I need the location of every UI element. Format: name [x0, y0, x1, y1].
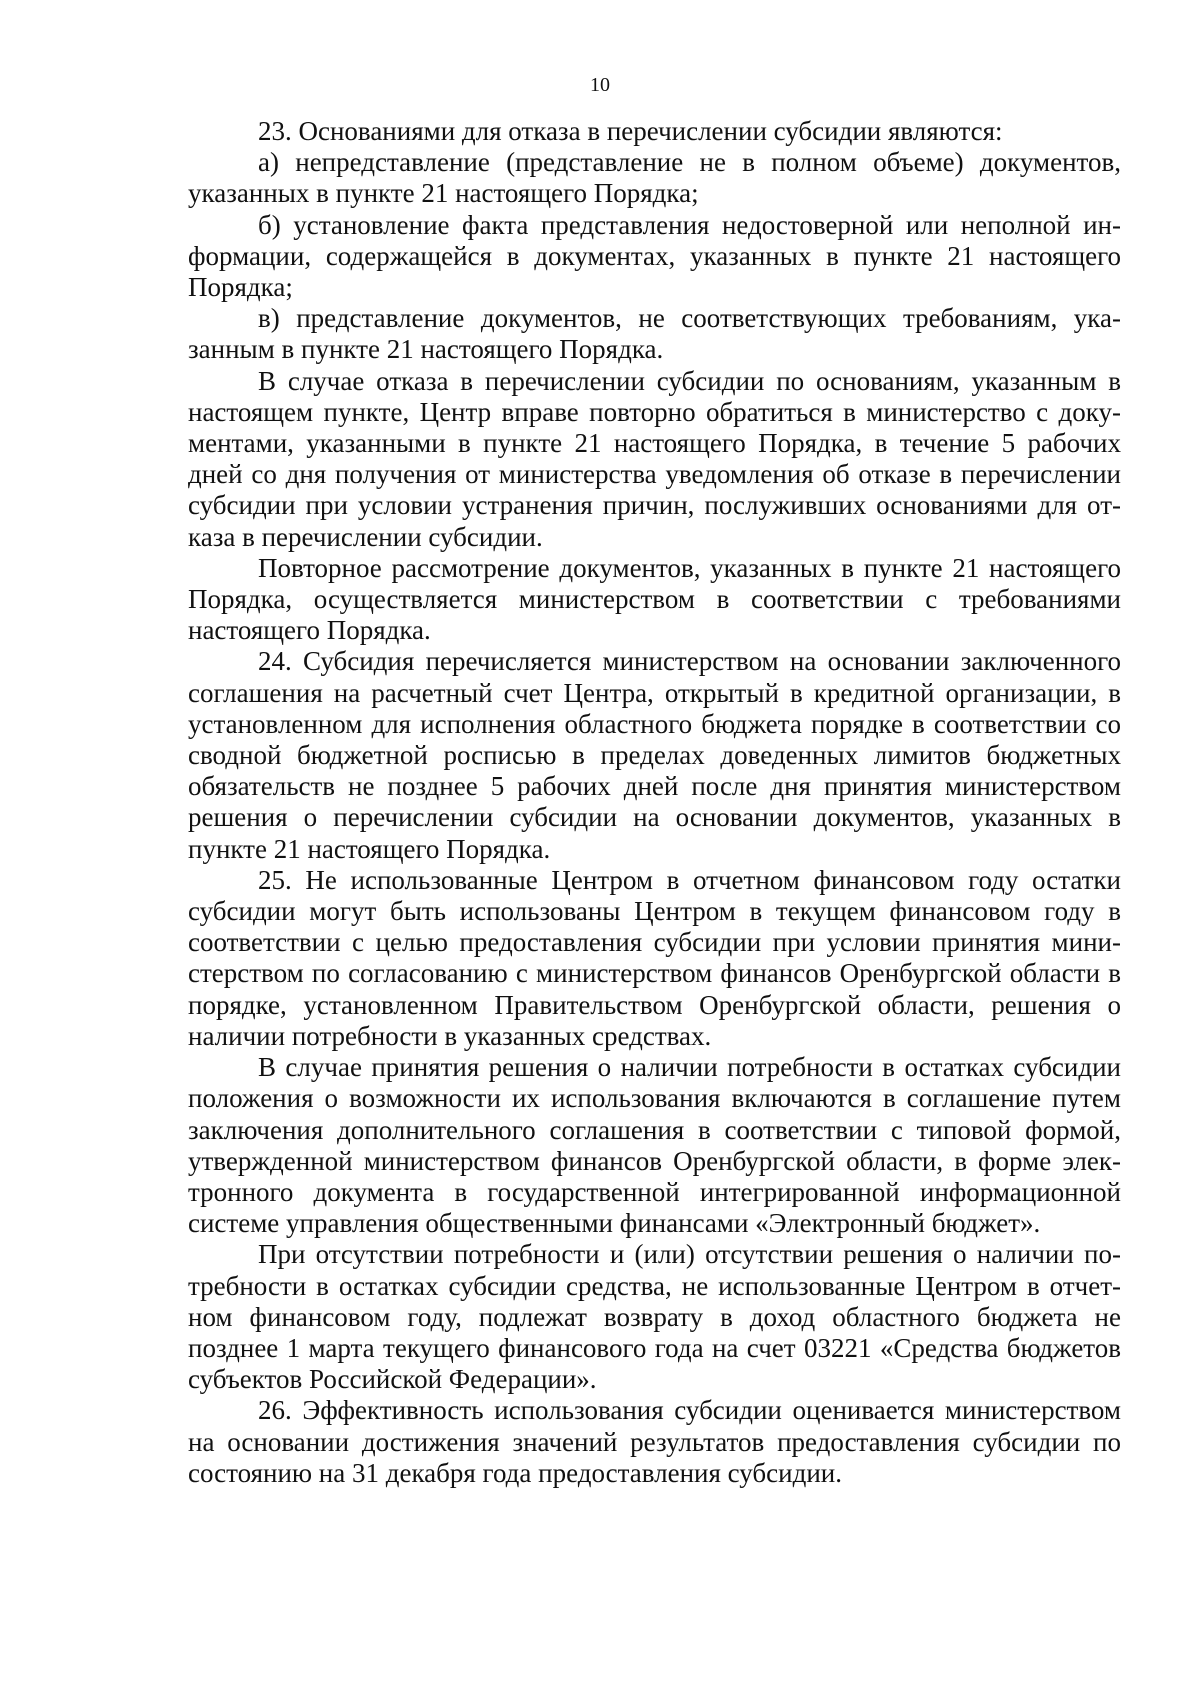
paragraph-repeated-review: Повторное рассмотрение документов, указанных в пункте 21 настоящего Порядка, осуществляется министерством в соответствии с требованиями настоящего Порядка.: [188, 552, 1121, 646]
paragraph-23: 23. Основаниями для отказа в перечислении субсидии являются:: [258, 116, 1003, 146]
document-body: [188, 116, 1121, 1489]
paragraph-25: 25. Не использованные Центром в отчетном финансовом году остатки субсидии могут быть использованы Центром в текущем финансовом году в соответствии с целью предоставления субсидии при условии принятия министерством по согласованию с министерством финансов Оренбургской области в порядке, установленном Правительством Оренбургской области, решения о наличии потребности в указанных средствах.: [188, 864, 1121, 1051]
page-number: 10: [590, 74, 610, 96]
paragraph-remainder-decision: В случае принятия решения о наличии потребности в остатках субсидии положения о возможности их использования включаются в соглашение путем заключения дополнительного соглашения в соответствии с типовой формой, утвержденной министерством финансов Оренбургской области, в форме электронного документа в государственной интегрированной информационной системе управления общественными финансами «Электронный бюджет».: [188, 1052, 1121, 1239]
paragraph-23-a: а) непредставление (представление не в полном объеме) документов, указанных в пункте 21 настоящего Порядка;: [188, 147, 1121, 209]
paragraph-23-v: в) представление документов, не соответствующих требованиям, указанным в пункте 21 настоящего Порядка.: [188, 303, 1121, 365]
paragraph-refusal-case: В случае отказа в перечислении субсидии по основаниям, указанным в настоящем пункте, Центр вправе повторно обратиться в министерство с документами, указанными в пункте 21 настоящего Порядка, в течение 5 рабочих дней со дня получения от министерства уведомления об отказе в перечислении субсидии при условии устранения причин, послуживших основаниями для отказа в перечислении субсидии.: [188, 365, 1121, 552]
paragraph-24: 24. Субсидия перечисляется министерством на основании заключенного соглашения на расчетный счет Центра, открытый в кредитной организации, в установленном для исполнения областного бюджета порядке в соответствии со сводной бюджетной росписью в пределах доведенных лимитов бюджетных обязательств не позднее 5 рабочих дней после дня принятия министерством решения о перечислении субсидии на основании документов, указанных в пункте 21 настоящего Порядка.: [188, 646, 1121, 864]
paragraph-26: 26. Эффективность использования субсидии оценивается министерством на основании достижения значений результатов предоставления субсидии по состоянию на 31 декабря года предоставления субсидии.: [188, 1395, 1121, 1488]
paragraph-return-funds: При отсутствии потребности и (или) отсутствии решения о наличии потребности в остатках субсидии средства, не использованные Центром в отчетном финансовом году, подлежат возврату в доход областного бюджета не позднее 1 марта текущего финансового года на счет 03221 «Средства бюджетов субъектов Российской Федерации».: [188, 1239, 1121, 1395]
paragraph-23-b: б) установление факта представления недостоверной или неполной информации, содержащейся в документах, указанных в пункте 21 настоящего Порядка;: [188, 209, 1121, 303]
